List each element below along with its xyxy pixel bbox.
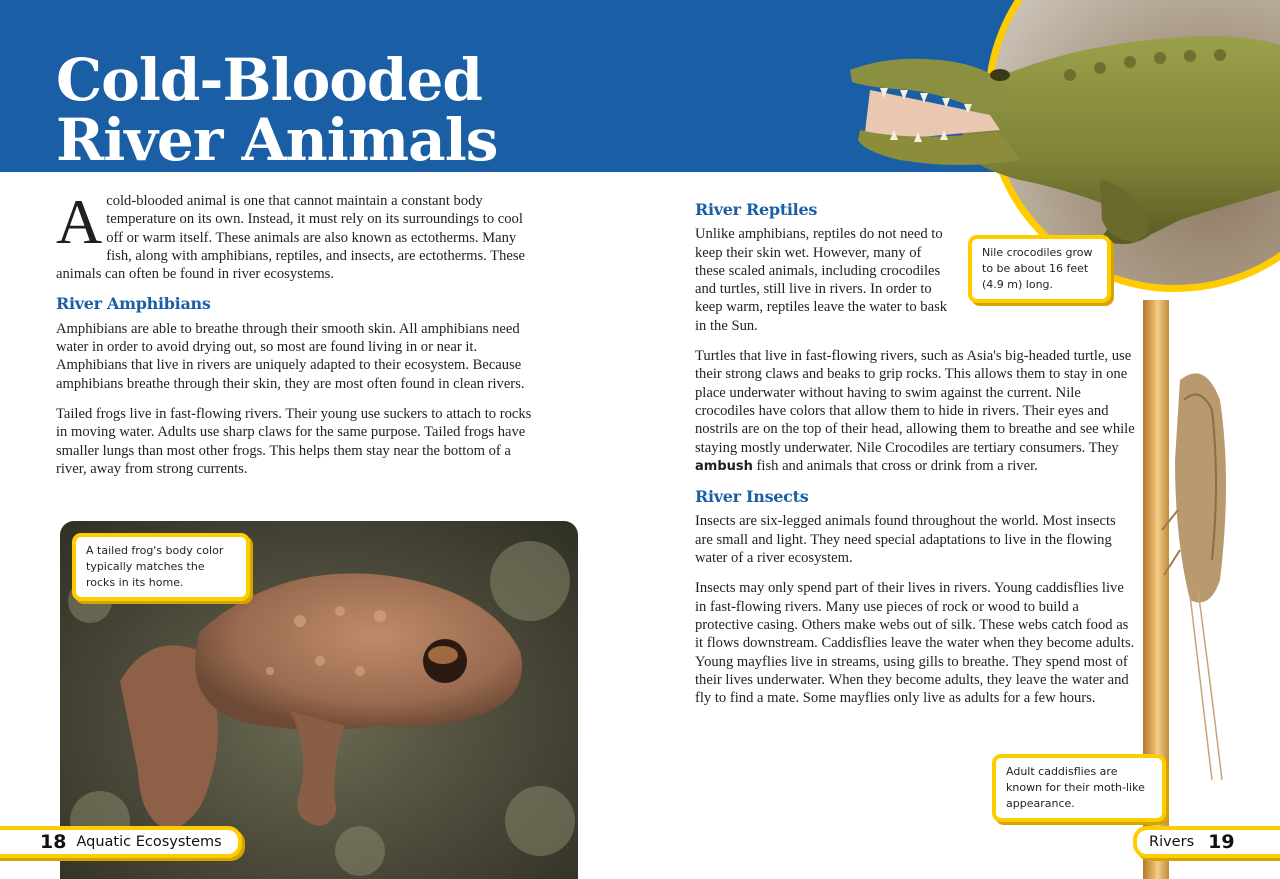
- page-number-right: 19: [1208, 831, 1235, 853]
- amphibians-paragraph-1: Amphibians are able to breathe through their smooth skin. All amphibians need water in order to avoid drying out, so most are found living in or near it. Amphibians that live in rivers are uniquely adapted to their ecosystem. Because amphibians breathe through their skin, they are most often found in clean rivers.: [56, 320, 525, 392]
- reptiles-p2-text-a: Turtles that live in fast-flowing rivers, such as Asia's big-headed turtle, use their strong claws and beaks to grip rocks. This allows them to stay in one place underwater without having to swim against the current. Nile crocodiles have colors that allow them to hide in rivers. Their eyes and nostrils are on the top of their head, allowing them to breathe and see while staying mostly underwater. Nile Crocodiles are tertiary consumers. They: [695, 348, 1135, 456]
- reptiles-paragraph-1: Unlike amphibians, reptiles do not need to keep their skin wet. However, many of these scaled animals, including crocodiles and turtles, still live in rivers. In order to keep warm, reptiles leave the water to bask in the Sun.: [695, 226, 948, 334]
- caddisfly-photo: [1160, 360, 1240, 790]
- book-title: Aquatic Ecosystems: [76, 834, 222, 850]
- amphibians-paragraph-2: Tailed frogs live in fast-flowing rivers. Their young use suckers to attach to rocks in moving water. Adults use sharp claws for the same purpose. Tailed frogs have smaller lungs than most other frogs. This helps them stay near the bottom of a river, away from strong currents.: [56, 405, 532, 477]
- insects-paragraph-1: Insects are six-legged animals found throughout the world. Most insects are small and light. They need special adaptations to live in the flowing water of a river ecosystem.: [695, 513, 1116, 567]
- chapter-title: Rivers: [1149, 834, 1195, 850]
- crocodile-caption: Nile crocodiles grow to be about 16 feet (4.9 m) long.: [968, 235, 1111, 303]
- drop-cap: A: [56, 186, 103, 257]
- footer-left: [0, 826, 242, 858]
- reptiles-paragraph-2: [695, 347, 1135, 476]
- caddisfly-caption: Adult caddisflies are known for their moth-like appearance.: [992, 754, 1166, 822]
- reptiles-p2-text-b: fish and animals that cross or drink from a river.: [752, 457, 1038, 474]
- left-column: [56, 186, 536, 490]
- insects-heading: River Insects: [695, 487, 809, 507]
- footer-right: [1133, 826, 1280, 858]
- insects-paragraph-2: Insects may only spend part of their lives in rivers. Young caddisflies live in fast-flowing rivers. Many use pieces of rock or wood to build a protective casing. Others make webs out of silk. These webs catch food as it flows downstream. Caddisflies leave the water when they become adults. Young mayflies live in streams, using gills to breathe. They spend most of their lives underwater. When they become adults, they leave the water and fly to find a mate. Some mayflies only live as adults for a few hours.: [695, 580, 1135, 707]
- intro-text: cold-blooded animal is one that cannot maintain a constant body temperature on its own. Instead, it must rely on its surroundings to cool off or warm itself. These animals are also known as ectotherms. Many fish, along with amphibians, reptiles, and insects, are ectotherms. These animals can often be found in river ecosystems.: [56, 193, 526, 283]
- frog-caption: A tailed frog's body color typically matches the rocks in its home.: [72, 533, 250, 601]
- page-number-left: 18: [40, 831, 67, 853]
- title-line-2: River Animals: [56, 106, 498, 174]
- page-title: [56, 46, 498, 174]
- intro-paragraph: [56, 186, 536, 283]
- right-column: [695, 197, 1135, 719]
- reptiles-heading: River Reptiles: [695, 200, 818, 219]
- title-line-1: Cold-Blooded: [56, 46, 482, 114]
- glossary-term-ambush: ambush: [695, 458, 753, 474]
- amphibians-heading: River Amphibians: [56, 294, 211, 314]
